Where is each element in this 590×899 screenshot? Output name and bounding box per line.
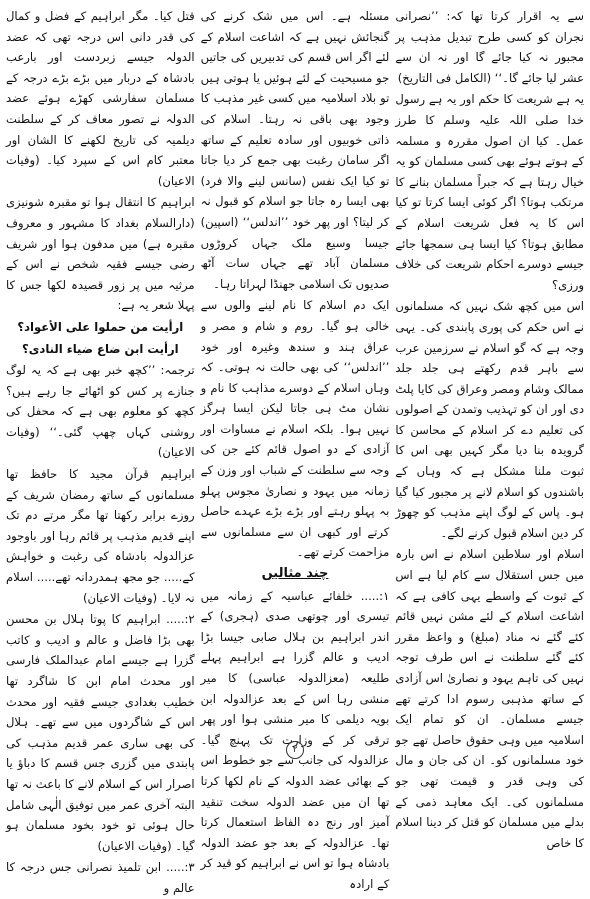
paragraph: ۳:..... ابن تلمیذ نصرانی جس درجہ کا عالم و [5,860,195,895]
paragraph: ارأیت من حملوا علی الأعواد؟ [17,319,184,334]
section-heading: چند مثالیں [261,566,329,582]
paragraph: یہ ہے شریعت کا حکم اور یہ ہے رسول خدا صلی اللہ علیہ وسلم کا طرز عمل۔ کیا ان اصول مقررہ و مسلمہ کے ہوتے ہوئے بھی کسی مسلمان کو یہ خیال رہتا ہے کہ جبراً مسلمان بنانے کا مرتکب ہوتا؟ اگر کوئی ایسا کرتا تو کیا اس کا یہ فعل شریعت اسلام کے مطابق ہوتا؟ کیا ایسا ہی سمجھا جائے جیسے دوسرے احکام شریعت کی خلاف ورزی؟ [395,92,584,292]
paragraph: ارأیت ابن ضاع ضیاء النادی؟ [22,341,179,356]
column-middle [200,6,390,891]
paragraph: اس میں کچھ شک نہیں کہ مسلمانوں نے اس حکم کی پوری پابندی کی۔ یہی وجہ ہے کہ گو اسلام نے سرزمین عرب سے باہر قدم رکھتے ہی جلد جلد ممالک وشام ومصر وعراق کی کایا پلٹ دی اور ان کو تہذیب وتمدن کے اصولوں کی تعلیم دے کر اسلام کے محاسن کا گرویدہ بنا دیا مگر کہیں بھی اس کا ثبوت ملنا مشکل ہے کہ وہاں کے باشندوں کو اسلام لانے پر مجبور کیا گیا ہو۔ پاس کے لوگ اپنے مذہب کو چھوڑ کر دین اسلام قبول کرنے لگے۔ [395,299,584,540]
paragraph: اسلام اور سلاطین اسلام نے اس بارہ میں جس استقلال سے کام لیا ہے اس کے ثبوت کے واسطے یہی کافی ہے کہ اشاعت اسلام کے لئے مشن نہیں قائم کئے گئے نہ مناد (مبلغ) و واعظ مقرر کئے گئے سلطنت نے اس طرف توجہ نہیں کی تاہم یہود و نصاریٰ اس آزادی کے ساتھ مذہبی رسوم ادا کرتے تھے جیسے مسلمان۔ ان کو تمام ایک اسلامیہ میں وہی حقوق حاصل تھے جو خود مسلمانوں کو۔ ان کی جان و مال کی وہی قدر و قیمت تھی جو مسلمانوں کی۔ ایک معاہد ذمی کے بدلے میں مسلمان کو قتل کر دینا اسلام کا خاص [395,547,584,850]
paragraph: ابراہیم قرآن مجید کا حافظ تھا مسلمانوں کے ساتھ رمضان شریف کے روزے برابر رکھتا تھا مگر مرتے دم تک اپنے قدیم مذہب پر قائم رہا اور باوجود عزالدولہ بادشاہ کی رغبت و خواہش کے..... جو مجھ ہمدردانہ تھے..... اسلام نہ لایا۔ (وفیات الاعیان) [5,467,195,605]
column-left [5,6,195,895]
paragraph: مسئلہ ہے۔ اس میں شک کرنے کی گنجائش نہیں ہے کہ اشاعت اسلام کے لئے اگر اس قسم کی تدبیریں کی جاتیں جو مسیحیت کے لئے ہوئیں یا ہوتی ہیں تو بلاد اسلامیہ میں کسی غیر مذہب کا وجود بھی باقی نہ رہتا۔ اسلام کی ذاتی خوبیوں اور سادہ تعلیم کے ساتھ اگر سامان رغبت بھی جمع کر دیا جاتا تو کیا ایک نفس (سانس لینے والا فرد) بھی ایسا رہ جاتا جو اسلام کو قبول نہ کر لیتا؟ اور پھر خود ’’اندلس‘‘ (اسپین) جیسا وسیع ملک جہاں کروڑوں مسلمان آباد تھے جہاں سات آٹھ صدیوں تک اسلامی جھنڈا لہراتا رہا۔ [200,9,390,291]
paragraph: قتل کیا۔ مگر ابراہیم کے فضل و کمال کی قدر دانی اس درجہ تھی کہ عضد الدولہ جیسے زبردست اور بارعب بادشاہ کے دربار میں بڑے بڑے درجہ کے مسلمان سفارشی کھڑے ہوئے عضد الدولہ نے تصور معاف کر کے سلطنت دیلمیہ کی تاریخ لکھنے کا الشان اور معتبر کام اس کے سپرد کیا۔ (وفیات الاعیان) [5,9,195,188]
paragraph: ۲:..... ابراہیم کا پوتا ہلال بن محسن بھی بڑا فاضل و عالم و ادیب و کاتب گزرا ہے جیسے امام عبدالملک فارسی اور محدث امام ابن کا شاگرد تھا خطیب بغدادی جیسے فقیہ اور محدث اس کے شاگردوں میں سے تھے۔ ہلال کی بھی ساری عمر قدیم مذہب کی پابندی میں گزری جس قسم کا دباؤ یا اصرار اس کے اسلام لانے کا باعث نہ تھا البتہ آخری عمر میں توفیق الٰہی شامل حال ہوئی تو خود بخود مسلمان ہو گیا۔ (وفیات الاعیان) [5,612,195,853]
paragraph: سے یہ اقرار کرتا تھا کہ: ’’نصرانی نجران کو کسی طرح تبدیل مذہب پر مجبور نہ کیا جائے گا اور نہ ان سے عشر لیا جائے گا۔‘‘ (الکامل فی التاریخ) [395,9,584,85]
column-right [395,6,584,850]
paragraph: ایک دم اسلام کا نام لینے والوں سے خالی ہو گیا۔ روم و شام و مصر و عراق ہند و سندھ وغیرہ اور خود ’’اندلس‘‘ کی بھی حالت نہ ہوتی۔ کہ وہاں اسلام کے دوسرے مذاہب کا نام و نشان مٹ ہی جاتا لیکن ایسا ہرگز نہیں ہوا۔ بلکہ اسلام نے مساوات اور آزادی کے دو اصول قائم کئے جن کی وجہ سے سلطنت کے شباب اور وزن کے زمانہ میں یہود و نصاریٰ مجوس پہلو بہ پہلو رہتے اور بڑے بڑے عہدے حاصل کرتے اور کبھی ان سے مسلمانوں سے مزاحمت کرتے تھے۔ [200,298,390,560]
paragraph: ترجمہ: ’’کچھ خبر بھی ہے کہ یہ لوگ جنازے پر کس کو اٹھائے جا رہے ہیں؟ کچھ کو معلوم بھی ہے کہ محفل کی روشنی کہاں چھپ گئی۔‘‘ (وفیات الاعیان) [5,363,195,460]
paragraph: ابراہیم کا انتقال ہوا تو مقبرہ شونیزی (دارالسلام بغداد کا مشہور و معروف مقبرہ ہے) میں مدفون ہوا اور شریف رضی جیسے فقیہ شخص نے اس کے مرثیہ میں پر زور قصیدہ لکھا جس کا پہلا شعر یہ ہے: [5,195,195,313]
page-number: ۲ [286,741,304,759]
paragraph: ۱:..... خلفائے عباسیہ کے زمانہ میں تیسری اور چوتھی صدی (ہجری) کے اندر ابراہیم بن ہلال صابی جیسا بڑا ادیب و عالم گزرا ہے ابراہیم پہلے طلیعہ (معزالدولہ عباسی) کا میر منشی رہا اس کے بعد عزالدولہ ابن بویہ دیلمی کا میر منشی ہوا اور پھر ترقی کر کے وزارت تک پہنچ گیا۔ عزالدولہ کی جانب سے جو خطوط اس کے بھائی عضد الدولہ کے نام لکھا کرتا تھا ان میں عضد الدولہ سخت تنقید آمیز اور رنج دہ الفاظ استعمال کرتا تھا۔ عزالدولہ کے بعد جو عضد الدولہ بادشاہ ہوا تو اس نے ابراہیم کو قید کر کے ارادہ [200,588,390,891]
